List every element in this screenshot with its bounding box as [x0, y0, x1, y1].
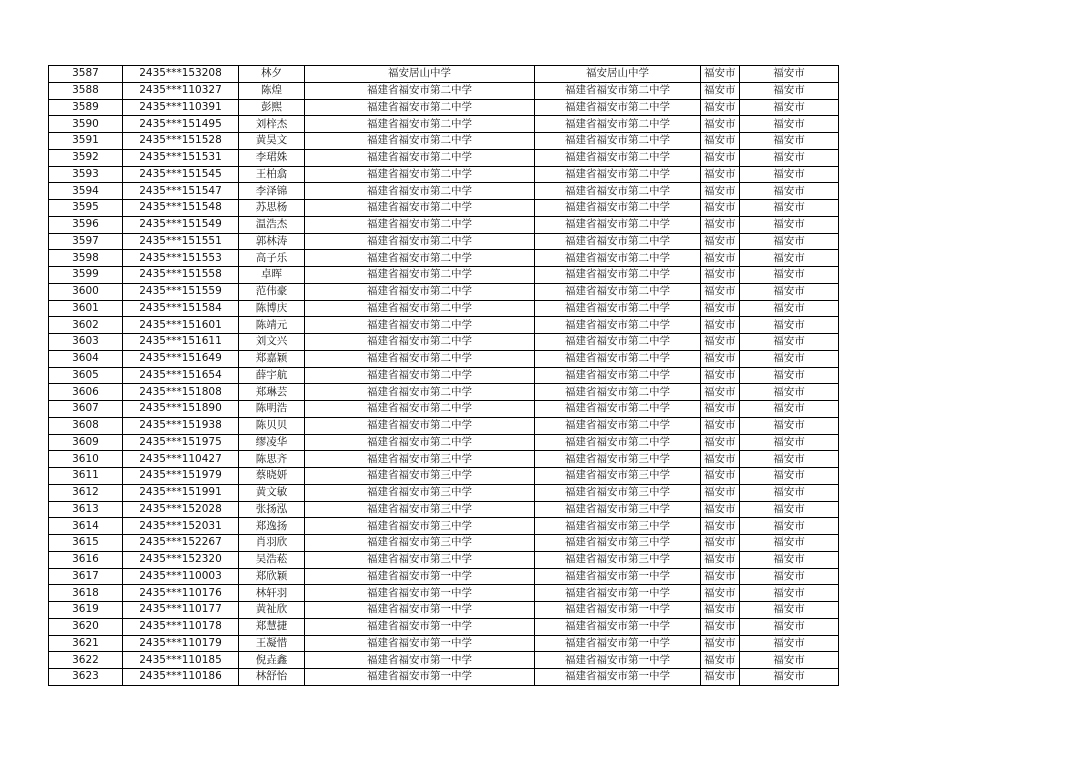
- exam-id-cell: 2435***151979: [123, 468, 239, 485]
- school-cell: 福建省福安市第一中学: [305, 618, 535, 635]
- school-cell: 福建省福安市第二中学: [305, 267, 535, 284]
- school-cell: 福建省福安市第二中学: [305, 82, 535, 99]
- exam-id-cell: 2435***151553: [123, 250, 239, 267]
- district-cell: 福安市: [740, 484, 839, 501]
- district-cell: 福安市: [740, 283, 839, 300]
- exam-id-cell: 2435***110186: [123, 669, 239, 686]
- district-cell: 福安市: [740, 82, 839, 99]
- admitted-school-cell: 福建省福安市第一中学: [535, 618, 701, 635]
- student-name-cell: 李珺姝: [239, 149, 305, 166]
- table-row: [49, 501, 839, 518]
- district-cell: 福安市: [740, 116, 839, 133]
- table-row: [49, 568, 839, 585]
- district-cell: 福安市: [740, 317, 839, 334]
- admitted-school-cell: 福建省福安市第一中学: [535, 635, 701, 652]
- row-number-cell: 3611: [49, 468, 123, 485]
- city-cell: 福安市: [701, 149, 740, 166]
- table-row: [49, 434, 839, 451]
- table-row: [49, 133, 839, 150]
- row-number-cell: 3604: [49, 350, 123, 367]
- district-cell: 福安市: [740, 585, 839, 602]
- admitted-school-cell: 福建省福安市第二中学: [535, 334, 701, 351]
- district-cell: 福安市: [740, 99, 839, 116]
- district-cell: 福安市: [740, 518, 839, 535]
- district-cell: 福安市: [740, 250, 839, 267]
- student-name-cell: 王柏翕: [239, 166, 305, 183]
- student-name-cell: 肖羽欣: [239, 535, 305, 552]
- table-row: [49, 367, 839, 384]
- school-cell: 福建省福安市第一中学: [305, 602, 535, 619]
- student-name-cell: 张扬泓: [239, 501, 305, 518]
- city-cell: 福安市: [701, 635, 740, 652]
- exam-id-cell: 2435***110003: [123, 568, 239, 585]
- exam-id-cell: 2435***110427: [123, 451, 239, 468]
- table-row: [49, 334, 839, 351]
- school-cell: 福建省福安市第一中学: [305, 669, 535, 686]
- table-row: [49, 652, 839, 669]
- city-cell: 福安市: [701, 99, 740, 116]
- school-cell: 福安居山中学: [305, 66, 535, 83]
- city-cell: 福安市: [701, 166, 740, 183]
- student-name-cell: 薛宇航: [239, 367, 305, 384]
- table-row: [49, 585, 839, 602]
- admitted-school-cell: 福建省福安市第二中学: [535, 401, 701, 418]
- student-name-cell: 彭熙: [239, 99, 305, 116]
- admitted-school-cell: 福建省福安市第二中学: [535, 317, 701, 334]
- admitted-school-cell: 福建省福安市第二中学: [535, 233, 701, 250]
- school-cell: 福建省福安市第二中学: [305, 401, 535, 418]
- exam-id-cell: 2435***151654: [123, 367, 239, 384]
- admitted-school-cell: 福建省福安市第二中学: [535, 116, 701, 133]
- student-name-cell: 林轩羽: [239, 585, 305, 602]
- row-number-cell: 3588: [49, 82, 123, 99]
- exam-id-cell: 2435***151975: [123, 434, 239, 451]
- table-row: [49, 233, 839, 250]
- student-name-cell: 李泽锦: [239, 183, 305, 200]
- row-number-cell: 3612: [49, 484, 123, 501]
- student-name-cell: 倪垚鑫: [239, 652, 305, 669]
- school-cell: 福建省福安市第二中学: [305, 200, 535, 217]
- admitted-school-cell: 福建省福安市第三中学: [535, 468, 701, 485]
- row-number-cell: 3623: [49, 669, 123, 686]
- city-cell: 福安市: [701, 350, 740, 367]
- district-cell: 福安市: [740, 334, 839, 351]
- student-name-cell: 黄昊文: [239, 133, 305, 150]
- student-name-cell: 郑琳芸: [239, 384, 305, 401]
- district-cell: 福安市: [740, 501, 839, 518]
- exam-id-cell: 2435***151938: [123, 417, 239, 434]
- exam-id-cell: 2435***151551: [123, 233, 239, 250]
- district-cell: 福安市: [740, 468, 839, 485]
- admitted-school-cell: 福建省福安市第二中学: [535, 82, 701, 99]
- table-row: [49, 669, 839, 686]
- exam-id-cell: 2435***152320: [123, 551, 239, 568]
- school-cell: 福建省福安市第三中学: [305, 551, 535, 568]
- school-cell: 福建省福安市第二中学: [305, 283, 535, 300]
- district-cell: 福安市: [740, 300, 839, 317]
- district-cell: 福安市: [740, 551, 839, 568]
- admitted-school-cell: 福建省福安市第一中学: [535, 568, 701, 585]
- table-row: [49, 535, 839, 552]
- city-cell: 福安市: [701, 216, 740, 233]
- admitted-school-cell: 福建省福安市第三中学: [535, 518, 701, 535]
- admitted-school-cell: 福建省福安市第三中学: [535, 501, 701, 518]
- city-cell: 福安市: [701, 501, 740, 518]
- district-cell: 福安市: [740, 66, 839, 83]
- school-cell: 福建省福安市第二中学: [305, 133, 535, 150]
- district-cell: 福安市: [740, 350, 839, 367]
- row-number-cell: 3601: [49, 300, 123, 317]
- district-cell: 福安市: [740, 451, 839, 468]
- exam-id-cell: 2435***151559: [123, 283, 239, 300]
- row-number-cell: 3608: [49, 417, 123, 434]
- district-cell: 福安市: [740, 635, 839, 652]
- table-row: [49, 602, 839, 619]
- school-cell: 福建省福安市第一中学: [305, 652, 535, 669]
- school-cell: 福建省福安市第三中学: [305, 451, 535, 468]
- exam-id-cell: 2435***110177: [123, 602, 239, 619]
- row-number-cell: 3614: [49, 518, 123, 535]
- city-cell: 福安市: [701, 367, 740, 384]
- city-cell: 福安市: [701, 551, 740, 568]
- admitted-school-cell: 福建省福安市第一中学: [535, 652, 701, 669]
- student-name-cell: 蔡晓妍: [239, 468, 305, 485]
- table-row: [49, 283, 839, 300]
- row-number-cell: 3595: [49, 200, 123, 217]
- admitted-school-cell: 福建省福安市第一中学: [535, 669, 701, 686]
- row-number-cell: 3590: [49, 116, 123, 133]
- row-number-cell: 3613: [49, 501, 123, 518]
- district-cell: 福安市: [740, 216, 839, 233]
- school-cell: 福建省福安市第二中学: [305, 367, 535, 384]
- row-number-cell: 3600: [49, 283, 123, 300]
- school-cell: 福建省福安市第二中学: [305, 417, 535, 434]
- table-row: [49, 551, 839, 568]
- exam-id-cell: 2435***151808: [123, 384, 239, 401]
- exam-id-cell: 2435***153208: [123, 66, 239, 83]
- table-row: [49, 300, 839, 317]
- student-name-cell: 林舒怡: [239, 669, 305, 686]
- student-name-cell: 陈博庆: [239, 300, 305, 317]
- city-cell: 福安市: [701, 116, 740, 133]
- exam-id-cell: 2435***151649: [123, 350, 239, 367]
- school-cell: 福建省福安市第三中学: [305, 468, 535, 485]
- exam-id-cell: 2435***152267: [123, 535, 239, 552]
- student-name-cell: 郑逸扬: [239, 518, 305, 535]
- row-number-cell: 3589: [49, 99, 123, 116]
- admitted-school-cell: 福建省福安市第二中学: [535, 250, 701, 267]
- school-cell: 福建省福安市第三中学: [305, 484, 535, 501]
- student-name-cell: 吴浩菘: [239, 551, 305, 568]
- row-number-cell: 3587: [49, 66, 123, 83]
- row-number-cell: 3598: [49, 250, 123, 267]
- table-row: [49, 183, 839, 200]
- student-name-cell: 郭林涛: [239, 233, 305, 250]
- exam-id-cell: 2435***151531: [123, 149, 239, 166]
- row-number-cell: 3605: [49, 367, 123, 384]
- student-name-cell: 郑嘉颖: [239, 350, 305, 367]
- city-cell: 福安市: [701, 200, 740, 217]
- table-row: [49, 267, 839, 284]
- row-number-cell: 3591: [49, 133, 123, 150]
- table-row: [49, 468, 839, 485]
- school-cell: 福建省福安市第二中学: [305, 300, 535, 317]
- exam-id-cell: 2435***151548: [123, 200, 239, 217]
- exam-id-cell: 2435***151890: [123, 401, 239, 418]
- admitted-school-cell: 福建省福安市第一中学: [535, 602, 701, 619]
- school-cell: 福建省福安市第二中学: [305, 99, 535, 116]
- city-cell: 福安市: [701, 468, 740, 485]
- table-row: [49, 66, 839, 83]
- school-cell: 福建省福安市第三中学: [305, 501, 535, 518]
- row-number-cell: 3597: [49, 233, 123, 250]
- city-cell: 福安市: [701, 334, 740, 351]
- admitted-school-cell: 福建省福安市第二中学: [535, 166, 701, 183]
- city-cell: 福安市: [701, 66, 740, 83]
- district-cell: 福安市: [740, 669, 839, 686]
- admitted-school-cell: 福建省福安市第三中学: [535, 484, 701, 501]
- city-cell: 福安市: [701, 133, 740, 150]
- city-cell: 福安市: [701, 317, 740, 334]
- student-name-cell: 陈煌: [239, 82, 305, 99]
- admitted-school-cell: 福建省福安市第三中学: [535, 451, 701, 468]
- district-cell: 福安市: [740, 233, 839, 250]
- row-number-cell: 3622: [49, 652, 123, 669]
- row-number-cell: 3618: [49, 585, 123, 602]
- table-body: [49, 66, 839, 686]
- row-number-cell: 3621: [49, 635, 123, 652]
- admitted-school-cell: 福建省福安市第二中学: [535, 267, 701, 284]
- exam-id-cell: 2435***110185: [123, 652, 239, 669]
- table-row: [49, 417, 839, 434]
- row-number-cell: 3593: [49, 166, 123, 183]
- table-row: [49, 99, 839, 116]
- student-name-cell: 刘文兴: [239, 334, 305, 351]
- city-cell: 福安市: [701, 401, 740, 418]
- table-row: [49, 116, 839, 133]
- exam-id-cell: 2435***151991: [123, 484, 239, 501]
- student-name-cell: 郑慧捷: [239, 618, 305, 635]
- row-number-cell: 3603: [49, 334, 123, 351]
- school-cell: 福建省福安市第一中学: [305, 635, 535, 652]
- district-cell: 福安市: [740, 434, 839, 451]
- table-row: [49, 384, 839, 401]
- city-cell: 福安市: [701, 233, 740, 250]
- admitted-school-cell: 福建省福安市第二中学: [535, 350, 701, 367]
- city-cell: 福安市: [701, 535, 740, 552]
- row-number-cell: 3594: [49, 183, 123, 200]
- city-cell: 福安市: [701, 484, 740, 501]
- table-row: [49, 618, 839, 635]
- student-name-cell: 黄文敏: [239, 484, 305, 501]
- row-number-cell: 3596: [49, 216, 123, 233]
- city-cell: 福安市: [701, 250, 740, 267]
- city-cell: 福安市: [701, 283, 740, 300]
- school-cell: 福建省福安市第三中学: [305, 518, 535, 535]
- admitted-school-cell: 福建省福安市第二中学: [535, 99, 701, 116]
- student-name-cell: 陈明浩: [239, 401, 305, 418]
- admitted-school-cell: 福建省福安市第二中学: [535, 300, 701, 317]
- row-number-cell: 3599: [49, 267, 123, 284]
- admitted-school-cell: 福建省福安市第二中学: [535, 384, 701, 401]
- admitted-school-cell: 福建省福安市第二中学: [535, 434, 701, 451]
- city-cell: 福安市: [701, 417, 740, 434]
- admitted-school-cell: 福建省福安市第二中学: [535, 183, 701, 200]
- city-cell: 福安市: [701, 602, 740, 619]
- district-cell: 福安市: [740, 568, 839, 585]
- district-cell: 福安市: [740, 149, 839, 166]
- district-cell: 福安市: [740, 618, 839, 635]
- table-row: [49, 82, 839, 99]
- city-cell: 福安市: [701, 384, 740, 401]
- exam-id-cell: 2435***151545: [123, 166, 239, 183]
- city-cell: 福安市: [701, 82, 740, 99]
- exam-id-cell: 2435***110179: [123, 635, 239, 652]
- school-cell: 福建省福安市第二中学: [305, 183, 535, 200]
- student-name-cell: 苏思杨: [239, 200, 305, 217]
- row-number-cell: 3607: [49, 401, 123, 418]
- exam-id-cell: 2435***151601: [123, 317, 239, 334]
- district-cell: 福安市: [740, 200, 839, 217]
- exam-id-cell: 2435***151584: [123, 300, 239, 317]
- district-cell: 福安市: [740, 166, 839, 183]
- row-number-cell: 3619: [49, 602, 123, 619]
- table-row: [49, 317, 839, 334]
- exam-id-cell: 2435***110391: [123, 99, 239, 116]
- exam-id-cell: 2435***151495: [123, 116, 239, 133]
- school-cell: 福建省福安市第二中学: [305, 317, 535, 334]
- row-number-cell: 3602: [49, 317, 123, 334]
- school-cell: 福建省福安市第二中学: [305, 116, 535, 133]
- table-row: [49, 350, 839, 367]
- student-name-cell: 王凝惜: [239, 635, 305, 652]
- district-cell: 福安市: [740, 367, 839, 384]
- row-number-cell: 3620: [49, 618, 123, 635]
- row-number-cell: 3606: [49, 384, 123, 401]
- student-name-cell: 范伟豪: [239, 283, 305, 300]
- exam-id-cell: 2435***152031: [123, 518, 239, 535]
- student-name-cell: 卓晖: [239, 267, 305, 284]
- city-cell: 福安市: [701, 568, 740, 585]
- city-cell: 福安市: [701, 518, 740, 535]
- admitted-school-cell: 福建省福安市第二中学: [535, 216, 701, 233]
- table-row: [49, 635, 839, 652]
- city-cell: 福安市: [701, 451, 740, 468]
- school-cell: 福建省福安市第二中学: [305, 149, 535, 166]
- admitted-school-cell: 福建省福安市第二中学: [535, 367, 701, 384]
- district-cell: 福安市: [740, 602, 839, 619]
- table-row: [49, 166, 839, 183]
- district-cell: 福安市: [740, 267, 839, 284]
- exam-id-cell: 2435***110327: [123, 82, 239, 99]
- district-cell: 福安市: [740, 183, 839, 200]
- city-cell: 福安市: [701, 618, 740, 635]
- admitted-school-cell: 福安居山中学: [535, 66, 701, 83]
- school-cell: 福建省福安市第二中学: [305, 166, 535, 183]
- row-number-cell: 3592: [49, 149, 123, 166]
- school-cell: 福建省福安市第一中学: [305, 585, 535, 602]
- exam-id-cell: 2435***151549: [123, 216, 239, 233]
- school-cell: 福建省福安市第一中学: [305, 568, 535, 585]
- city-cell: 福安市: [701, 434, 740, 451]
- exam-id-cell: 2435***151611: [123, 334, 239, 351]
- row-number-cell: 3610: [49, 451, 123, 468]
- school-cell: 福建省福安市第二中学: [305, 233, 535, 250]
- admitted-school-cell: 福建省福安市第二中学: [535, 200, 701, 217]
- city-cell: 福安市: [701, 300, 740, 317]
- student-name-cell: 陈贝贝: [239, 417, 305, 434]
- district-cell: 福安市: [740, 535, 839, 552]
- row-number-cell: 3615: [49, 535, 123, 552]
- district-cell: 福安市: [740, 133, 839, 150]
- admitted-school-cell: 福建省福安市第二中学: [535, 133, 701, 150]
- city-cell: 福安市: [701, 585, 740, 602]
- table-row: [49, 250, 839, 267]
- row-number-cell: 3616: [49, 551, 123, 568]
- admitted-school-cell: 福建省福安市第三中学: [535, 535, 701, 552]
- admitted-school-cell: 福建省福安市第一中学: [535, 585, 701, 602]
- exam-id-cell: 2435***151547: [123, 183, 239, 200]
- table-row: [49, 451, 839, 468]
- admitted-school-cell: 福建省福安市第二中学: [535, 149, 701, 166]
- district-cell: 福安市: [740, 417, 839, 434]
- row-number-cell: 3617: [49, 568, 123, 585]
- table-row: [49, 484, 839, 501]
- student-name-cell: 高子乐: [239, 250, 305, 267]
- school-cell: 福建省福安市第二中学: [305, 216, 535, 233]
- city-cell: 福安市: [701, 267, 740, 284]
- district-cell: 福安市: [740, 401, 839, 418]
- table-row: [49, 200, 839, 217]
- school-cell: 福建省福安市第二中学: [305, 384, 535, 401]
- school-cell: 福建省福安市第三中学: [305, 535, 535, 552]
- school-cell: 福建省福安市第二中学: [305, 434, 535, 451]
- exam-id-cell: 2435***151528: [123, 133, 239, 150]
- table-row: [49, 149, 839, 166]
- table-row: [49, 216, 839, 233]
- table-row: [49, 401, 839, 418]
- table-row: [49, 518, 839, 535]
- admitted-school-cell: 福建省福安市第三中学: [535, 551, 701, 568]
- student-name-cell: 刘梓杰: [239, 116, 305, 133]
- student-name-cell: 温浩杰: [239, 216, 305, 233]
- admission-list-table: [48, 65, 839, 686]
- admitted-school-cell: 福建省福安市第二中学: [535, 417, 701, 434]
- school-cell: 福建省福安市第二中学: [305, 350, 535, 367]
- student-name-cell: 林夕: [239, 66, 305, 83]
- student-name-cell: 陈思齐: [239, 451, 305, 468]
- student-name-cell: 郑欣颖: [239, 568, 305, 585]
- city-cell: 福安市: [701, 183, 740, 200]
- city-cell: 福安市: [701, 652, 740, 669]
- student-name-cell: 黄祉欣: [239, 602, 305, 619]
- school-cell: 福建省福安市第二中学: [305, 334, 535, 351]
- exam-id-cell: 2435***152028: [123, 501, 239, 518]
- school-cell: 福建省福安市第二中学: [305, 250, 535, 267]
- exam-id-cell: 2435***110178: [123, 618, 239, 635]
- district-cell: 福安市: [740, 384, 839, 401]
- district-cell: 福安市: [740, 652, 839, 669]
- student-name-cell: 陈靖元: [239, 317, 305, 334]
- student-name-cell: 缪凌华: [239, 434, 305, 451]
- admitted-school-cell: 福建省福安市第二中学: [535, 283, 701, 300]
- exam-id-cell: 2435***151558: [123, 267, 239, 284]
- exam-id-cell: 2435***110176: [123, 585, 239, 602]
- city-cell: 福安市: [701, 669, 740, 686]
- row-number-cell: 3609: [49, 434, 123, 451]
